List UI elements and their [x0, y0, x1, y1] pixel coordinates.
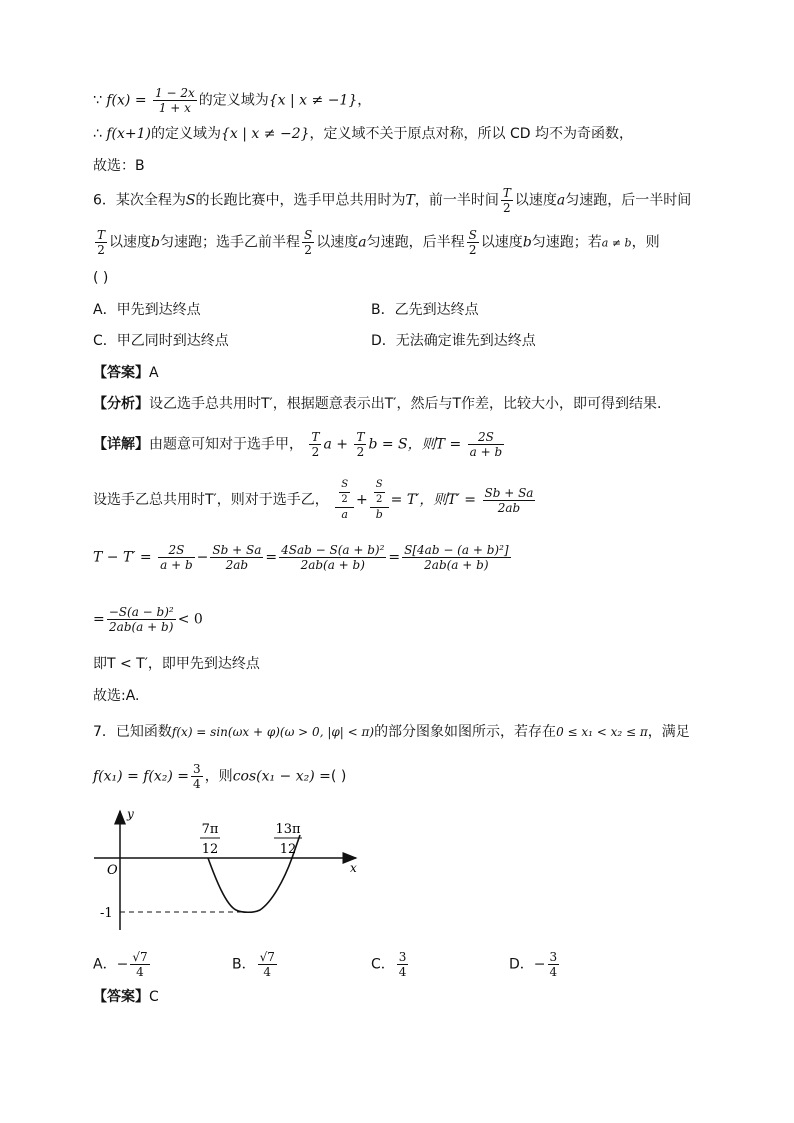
x-axis-label: x — [350, 861, 357, 875]
q6-detail-1: 【详解】由题意可知对于选手甲， $\frac{T}{2}$ a + $\frac{T}{2}$ b = S，则T = $\frac{2S}{a + b}$ — [93, 430, 503, 459]
q7-stem-line-2: f(x₁) = f(x₂) = $\frac{3}{4}$ ，则cos(x₁ − x₂) =( ) — [93, 762, 347, 791]
fraction: $\frac{T}{2}$ — [356, 430, 365, 459]
prev-line-2: ∴ f(x+1)的定义域为{x | x ≠ −2}，定义域不关于原点对称，所以 CD 均不为奇函数， — [93, 126, 633, 142]
q6-option-b: B．乙先到达终点 — [371, 302, 479, 318]
fraction: $\frac{S}{2}$ — [468, 228, 477, 257]
q6-detail-2: 设选手乙总共用时T′，则对于选手乙， $\frac{\frac{S}{2}}{a}$ + $\frac{\frac{S}{2}}{b}$ = T′，则T′ = $\frac{Sb + Sa}{2ab}$ — [93, 479, 534, 521]
q6-calc-1: T − T′ = $\frac{2S}{a + b}$ − $\frac{Sb + Sa}{2ab}$ = $\frac{\text{4Sab − S(a + b)²}}{2ab(a + b)}$ = $\frac{\text{S[4ab − (a + b)²]}}{2ab(a + b)}$ — [93, 543, 509, 572]
q6-stem-line-2: $\frac{T}{2}$ 以速度b匀速跑；选手乙前半程 $\frac{S}{2}$ 以速度a匀速跑，后半程 $\frac{S}{2}$ 以速度b匀速跑；若a ≠ b，则 — [97, 228, 660, 257]
fraction: $\frac{2S}{a + b}$ — [160, 543, 193, 572]
fraction: $\frac{T}{2}$ — [311, 430, 320, 459]
q6-final: 故选:A. — [93, 688, 140, 704]
because-symbol: ∵ — [93, 92, 102, 109]
q7-option-b: B． $\frac{√7}{4}$ — [232, 950, 275, 979]
tick-13pi-num: 13π — [275, 822, 301, 837]
q6-analysis: 【分析】设乙选手总共用时T′，根据题意表示出T′，然后与T作差，比较大小，即可得到结果. — [93, 396, 662, 412]
fraction: $\frac{\text{−S(a − b)²}}{2ab(a + b)}$ — [108, 605, 174, 634]
neg-one-label: -1 — [100, 906, 113, 921]
sine-curve — [208, 858, 292, 912]
domain-set: {x | x ≠ −1} — [268, 92, 358, 109]
tick-7pi-num: 7π — [201, 822, 219, 837]
q6-paren: ( ) — [93, 270, 109, 286]
fraction: $\frac{√7}{4}$ — [259, 950, 275, 979]
fraction: $\frac{2S}{a + b}$ — [469, 430, 503, 459]
q7-answer: 【答案】C — [93, 989, 159, 1005]
fraction: $\frac{\text{S[4ab − (a + b)²]}}{2ab(a + b)}$ — [404, 543, 509, 572]
q7-option-a: A．− $\frac{√7}{4}$ — [93, 950, 148, 979]
fraction: $\frac{Sb + Sa}{2ab}$ — [484, 485, 534, 515]
therefore-symbol: ∴ — [93, 126, 102, 142]
fraction: $\frac{Sb + Sa}{2ab}$ — [212, 543, 262, 572]
q6-conclusion: 即T < T′，即甲先到达终点 — [93, 656, 260, 672]
origin-label: O — [107, 863, 118, 878]
q6-calc-2: = $\frac{\text{−S(a − b)²}}{2ab(a + b)}$ < 0 — [93, 605, 203, 634]
q7-option-c: C． $\frac{3}{4}$ — [371, 950, 407, 979]
q7-stem-line-1: 7．已知函数f(x) = sin(ωx + φ)(ω > 0, |φ| < π)的部分图象如图所示，若存在0 ≤ x₁ < x₂ ≤ π，满足 — [93, 724, 690, 740]
fraction: $\frac{3}{4}$ — [398, 950, 407, 979]
fraction: $\frac{T}{2}$ — [502, 186, 511, 215]
q6-stem-line-1: 6．某次全程为S的长跑比赛中，选手甲总共用时为T，前一半时间 $\frac{T}{2}$ 以速度a匀速跑，后一半时间 — [93, 186, 692, 215]
q6-option-a: A．甲先到达终点 — [93, 302, 201, 318]
fraction: $\frac{3}{4}$ — [549, 950, 558, 979]
q6-answer: 【答案】A — [93, 365, 159, 381]
function-expression: f(x+1) — [106, 126, 152, 142]
fraction: $\frac{3}{4}$ — [193, 762, 201, 791]
fraction: $\frac{S}{2}$ — [303, 228, 313, 257]
prev-answer: 故选：B — [93, 158, 145, 174]
complex-fraction: $\frac{\frac{S}{2}}{b}$ — [370, 478, 389, 522]
fraction: $\frac{\text{4Sab − S(a + b)²}}{2ab(a + b)}$ — [281, 543, 385, 572]
prev-line-1: ∵ f(x) = $\frac{1 - 2x}{1 + x}$ 的定义域为{x | x ≠ −1}， — [93, 86, 372, 115]
domain-set: {x | x ≠ −2} — [221, 126, 310, 142]
q7-option-d: D．− $\frac{3}{4}$ — [509, 950, 558, 979]
y-axis-label: y — [127, 807, 134, 821]
tick-7pi-den: 12 — [201, 842, 219, 857]
fraction: $\frac{1 - 2x}{1 + x}$ — [155, 86, 195, 115]
fraction: $\frac{T}{2}$ — [97, 228, 106, 257]
fraction: $\frac{√7}{4}$ — [132, 950, 148, 979]
complex-fraction: $\frac{\frac{S}{2}}{a}$ — [335, 478, 354, 522]
q6-option-c: C．甲乙同时到达终点 — [93, 333, 229, 349]
tick-13pi-den: 12 — [279, 842, 297, 857]
q6-option-d: D．无法确定谁先到达终点 — [371, 333, 536, 349]
function-expression: f(x) = — [106, 92, 147, 109]
